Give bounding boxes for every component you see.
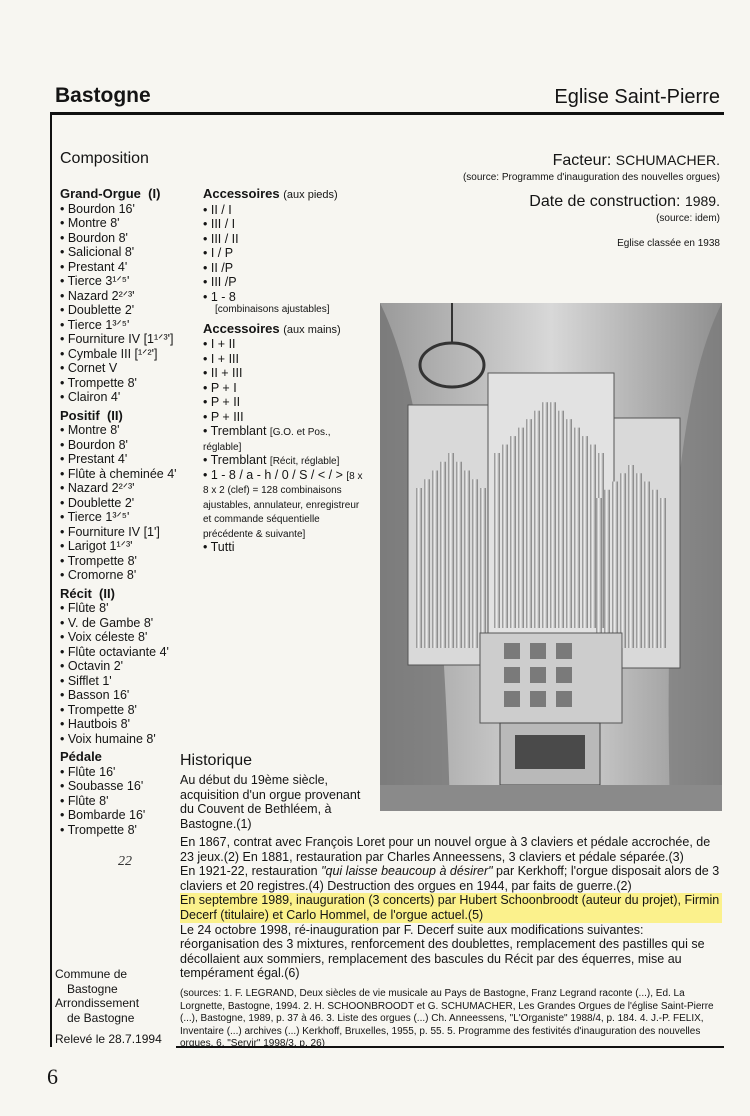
accessory-item: • P + III: [203, 409, 244, 424]
historique-p1: En 1867, contrat avec François Loret pour un nouvel orgue à 3 claviers et pédale accrochée, de 23 jeux.(2) En 1881, restauration par Charles Anneessens, 3 claviers et pédale séparée.(3): [180, 835, 711, 864]
stop-item: • Trompette 8': [60, 553, 137, 568]
stop-item: • Montre 8': [60, 423, 120, 437]
stop-item: • Voix céleste 8': [60, 630, 148, 644]
stop-item: • Nazard 2²ᐟ³': [60, 481, 135, 495]
accessory-item: • III / II: [203, 231, 239, 246]
organ-pipe: [596, 498, 602, 648]
stop-item: • Clairon 4': [60, 390, 121, 404]
accessory-item: • 1 - 8: [203, 289, 236, 304]
accessory-item: • P + II: [203, 395, 241, 409]
stop-item: • Basson 16': [60, 688, 130, 702]
date-line: Date de construction: 1989.: [529, 193, 720, 210]
organ-pipe: [574, 428, 580, 628]
stop-item: • Fourniture IV [1¹ᐟ³']: [60, 332, 174, 346]
organ-pipe: [480, 488, 486, 648]
commune-block: [55, 967, 139, 1025]
stop-item: • Tierce 3¹ᐟ⁵': [60, 274, 130, 288]
stop-item: • Nazard 2²ᐟ³': [60, 288, 135, 303]
positif-heading: Positif (II): [60, 407, 123, 423]
stop-item: • Larigot 1¹ᐟ³': [60, 539, 133, 553]
stop-item: • Cymbale III [¹ᐟ²']: [60, 346, 158, 361]
stop-item: • Bourdon 8': [60, 230, 128, 245]
stop-item: • Bourdon 8': [60, 437, 128, 452]
stop-item: • Sifflet 1': [60, 673, 112, 688]
organ-pipe: [456, 462, 462, 648]
organ-pipe: [542, 402, 548, 628]
stop-item: • Flûte 16': [60, 764, 116, 779]
organ-pipe: [660, 498, 666, 648]
tremblant-1: • Tremblant [G.O. et Pos., réglable]: [203, 424, 331, 453]
stop-item: • Octavin 2': [60, 659, 124, 673]
organ-pipe: [628, 465, 634, 648]
stop-item: • Trompette 8': [60, 702, 137, 717]
organ-pipe: [652, 490, 658, 648]
organ-pipe: [494, 453, 500, 628]
organ-pipe: [620, 473, 626, 648]
organ-pipe: [502, 445, 508, 628]
organ-pipe: [526, 419, 532, 628]
recit-list: [60, 601, 200, 746]
accessoires-pieds-heading: Accessoires (aux pieds): [203, 186, 338, 201]
stop-item: • Prestant 4': [60, 259, 128, 274]
stop-item: • Salicional 8': [60, 245, 135, 259]
historique-p3-highlight: En septembre 1989, inauguration (3 concerts) par Hubert Schoonbroodt (auteur du projet), Firmin Decerf (titulaire) et Carlo Hommel, de l'orgue actuel.(5): [180, 893, 722, 922]
commune-line-2: Bastogne: [67, 981, 118, 996]
stop-item: • Tierce 1³ᐟ⁵': [60, 317, 130, 332]
historique-intro: Au début du 19ème siècle, acquisition d'un orgue provenant du Couvent de Bethléem, à Bastogne.(1): [180, 773, 361, 831]
organ-pipe: [644, 482, 650, 649]
stop-item: • Cornet V: [60, 361, 118, 375]
historique-p4: Le 24 octobre 1998, ré-inauguration par F. Decerf suite aux modifications suivantes: réorganisation des 3 mixtures, renforcement des doublettes, remplacement des pastilles qui se décollaient aux sommiers, remplacement des bascules du Récit par des équerres, mise au tempérament égal.(6): [180, 922, 705, 981]
stop-item: • Doublette 2': [60, 303, 135, 317]
tutti: • Tutti: [203, 540, 235, 554]
historique-title: Historique: [180, 752, 253, 769]
accessory-item: • III / I: [203, 217, 236, 231]
stop-item: • Voix humaine 8': [60, 731, 156, 746]
positif-list: [60, 423, 200, 583]
organ-pipe: [416, 488, 422, 648]
facteur-source: (source: Programme d'inauguration des nouvelles orgues): [462, 172, 720, 183]
date-source: (source: idem): [656, 213, 720, 224]
stop-item: • Trompette 8': [60, 822, 137, 837]
organ-pipe: [440, 462, 446, 648]
combinaisons: • 1 - 8 / a - h / 0 / S / < / > [8 x 8 x 2 (clef) = 128 combinaisons ajustables, annulateur, enregistreur et commande séquentielle précédente & suivante]: [203, 467, 363, 540]
stop-item: • Flûte octaviante 4': [60, 644, 169, 659]
stop-item: • Bombarde 16': [60, 808, 146, 822]
stop-item: • Doublette 2': [60, 495, 135, 510]
organ-pipe: [604, 490, 610, 648]
page-header-church: Eglise Saint-Pierre: [554, 86, 720, 108]
accessory-item: • P + I: [203, 380, 237, 395]
organ-pipe: [534, 411, 540, 628]
organ-pipe: [424, 479, 430, 648]
grand-orgue-list: [60, 202, 200, 405]
stop-item: • Prestant 4': [60, 452, 128, 466]
stop-item: • Bourdon 16': [60, 201, 135, 216]
organ-pipe: [582, 436, 588, 628]
stop-item: • Flûte 8': [60, 601, 109, 615]
organ-pipe: [510, 436, 516, 628]
stop-item: • Soubasse 16': [60, 779, 144, 793]
page-header-city: Bastogne: [55, 84, 151, 107]
organ-pipe: [472, 479, 478, 648]
tremblant-2: • Tremblant [Récit, réglable]: [203, 453, 340, 467]
accessories-column: [203, 184, 363, 555]
organ-illustration: [380, 303, 722, 811]
facteur-line: Facteur: SCHUMACHER.: [552, 152, 720, 169]
commune-line-1: Commune de: [55, 967, 128, 981]
historique-body: [180, 835, 722, 981]
accessory-item: • II + III: [203, 366, 243, 380]
accessoires-mains-heading: Accessoires (aux mains): [203, 320, 341, 336]
accessory-item: • I + III: [203, 351, 239, 366]
organ-pipe: [448, 453, 454, 648]
recit-heading: Récit (II): [60, 585, 115, 601]
organ-pipe: [612, 482, 618, 649]
pedale-list: [60, 765, 200, 838]
accessory-item: • II /P: [203, 260, 234, 275]
eglise-classee: Eglise classée en 1938: [617, 238, 720, 249]
historique-p2: En 1921-22, restauration "qui laisse beaucoup à désirer" par Kerkhoff; l'orgue disposait alors de 3 claviers et 20 registres.(4) Destruction des orgues en 1944, par faits de guerre.(2): [180, 864, 720, 893]
left-rule: [50, 112, 52, 1047]
organ-pipe: [432, 471, 438, 649]
stop-item: • Hautbois 8': [60, 717, 130, 731]
accessory-item: • III /P: [203, 275, 237, 289]
organ-pipe: [636, 473, 642, 648]
accessoires-mains-list: [203, 337, 363, 424]
organ-pipe: [550, 402, 556, 628]
organ-pipe: [590, 445, 596, 628]
stop-item: • V. de Gambe 8': [60, 615, 154, 630]
accessoires-pieds-note: [combinaisons ajustables]: [215, 304, 330, 315]
commune-line-3: Arrondissement: [55, 996, 140, 1010]
stop-item: • Flûte 8': [60, 793, 109, 808]
grand-orgue-heading: Grand-Orgue (I): [60, 186, 161, 201]
handwritten-note: 22: [118, 854, 132, 869]
accessory-item: • I / P: [203, 246, 234, 260]
organ-pipe: [566, 419, 572, 628]
accessoires-pieds-list: [203, 203, 363, 305]
stop-item: • Cromorne 8': [60, 568, 137, 582]
organ-pipe: [464, 471, 470, 649]
pedale-heading: Pédale: [60, 749, 102, 764]
page-number: 6: [47, 1064, 58, 1089]
stop-item: • Trompette 8': [60, 375, 137, 390]
stop-item: • Tierce 1³ᐟ⁵': [60, 510, 130, 524]
organ-pipe: [518, 428, 524, 628]
composition-title: Composition: [60, 150, 149, 167]
stop-item: • Flûte à cheminée 4': [60, 466, 177, 481]
stop-item: • Montre 8': [60, 216, 120, 230]
accessory-item: • I + II: [203, 337, 236, 351]
sources-note: (sources: 1. F. LEGRAND, Deux siècles de vie musicale au Pays de Bastogne, Franz Legrand raconte (...), Ed. La Lorgnette, Bastogne, 1994. 2. H. SCHOONBROODT et G. SCHUMACHER, Les Grandes Orgues de l'église Saint-Pierre (...), Bastogne, 1989, p. 37 à 46. 3. Liste des orgues (...) Ch. Anneessens, "L'Organiste" 1988/4, p. 184. 4. J.-P. FELIX, Inventaire (...) archives (...) Kerkhoff, Bruxelles, 1955, p. 55. 5. Programme des festivités d'inauguration des nouvelles orgues. 6. "Servir" 1998/3, p. 26): [180, 988, 714, 1049]
commune-line-4: de Bastogne: [67, 1010, 135, 1025]
organ-pipe: [558, 411, 564, 628]
stops-column: [60, 184, 200, 837]
releve-date: Relevé le 28.7.1994: [55, 1032, 162, 1046]
facteur-block: [463, 152, 720, 249]
accessory-item: • II / I: [203, 202, 232, 217]
organ-photo: [380, 303, 722, 811]
stop-item: • Fourniture IV [1']: [60, 524, 160, 539]
header-rule: [52, 112, 724, 115]
